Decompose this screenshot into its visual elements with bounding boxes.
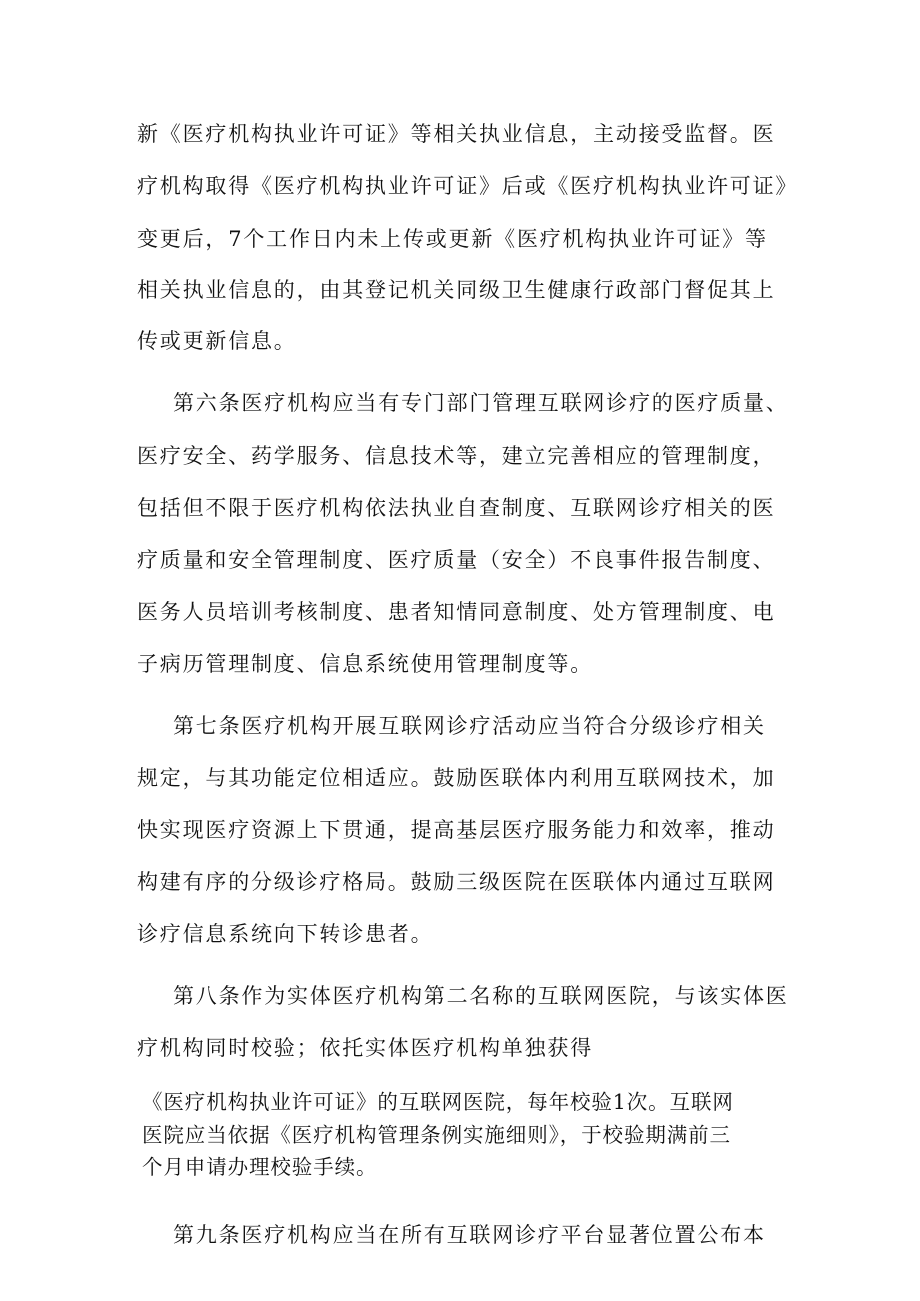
text-line: 疗机构取得《医疗机构执业许可证》后或《医疗机构执业许可证》 (137, 174, 799, 198)
article-heading-line: 第六条医疗机构应当有专门部门管理互联网诊疗的医疗质量、 (173, 391, 789, 415)
text-line: 传或更新信息。 (137, 329, 297, 353)
text-line: 子病历管理制度、信息系统使用管理制度等。 (137, 652, 593, 676)
text-line: 个月申请办理校验手续。 (142, 1155, 378, 1179)
text-line: 快实现医疗资源上下贯通，提高基层医疗服务能力和效率，推动 (137, 818, 776, 842)
article-heading-line: 第九条医疗机构应当在所有互联网诊疗平台显著位置公布本 (173, 1223, 766, 1247)
text-line: 包括但不限于医疗机构依法执业自查制度、互联网诊疗相关的医 (137, 496, 776, 520)
text-line: 疗质量和安全管理制度、医疗质量（安全）不良事件报告制度、 (137, 548, 776, 572)
text-line: 相关执业信息的，由其登记机关同级卫生健康行政部门督促其上 (137, 278, 776, 302)
text-line: 规定，与其功能定位相适应。鼓励医联体内利用互联网技术，加 (137, 766, 776, 790)
text-line: 医疗安全、药学服务、信息技术等，建立完善相应的管理制度， (137, 444, 776, 468)
text-line: 医务人员培训考核制度、患者知情同意制度、处方管理制度、电 (137, 600, 776, 624)
text-line: 新《医疗机构执业许可证》等相关执业信息，主动接受监督。医 (137, 122, 776, 146)
text-line: 诊疗信息系统向下转诊患者。 (137, 922, 434, 946)
text-line: 《医疗机构执业许可证》的互联网医院，每年校验1次。互联网 (142, 1090, 734, 1114)
text-line: 变更后，7个工作日内未上传或更新《医疗机构执业许可证》等 (137, 227, 768, 251)
article-heading-line: 第八条作为实体医疗机构第二名称的互联网医院，与该实体医 (173, 984, 789, 1008)
text-line: 构建有序的分级诊疗格局。鼓励三级医院在医联体内通过互联网 (137, 870, 776, 894)
text-line: 医院应当依据《医疗机构管理条例实施细则》，于校验期满前三 (142, 1123, 731, 1147)
article-heading-line: 第七条医疗机构开展互联网诊疗活动应当符合分级诊疗相关 (173, 714, 766, 738)
text-line: 疗机构同时校验；依托实体医疗机构单独获得 (137, 1036, 593, 1060)
